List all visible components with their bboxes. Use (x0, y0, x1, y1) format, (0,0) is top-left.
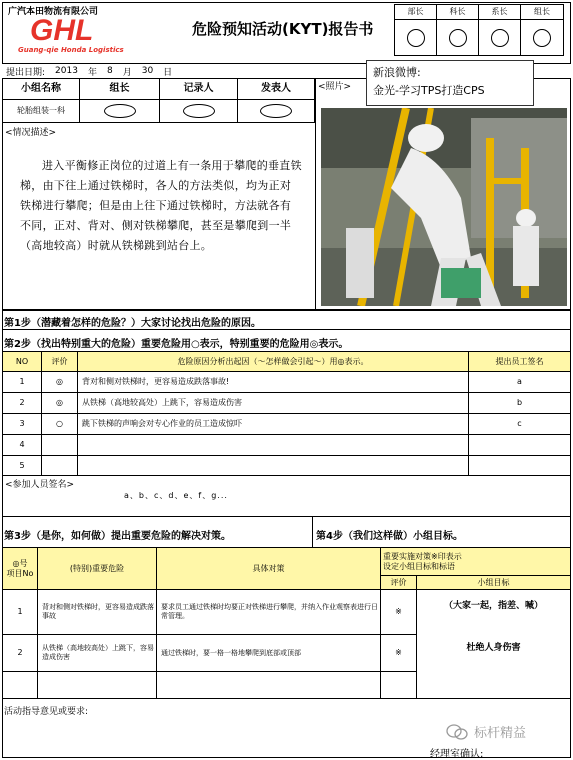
participants-box (2, 475, 571, 517)
recorder-signature[interactable] (159, 99, 238, 123)
watermark-text: 标杆精益 (474, 726, 527, 741)
risk-sign (468, 455, 571, 476)
approval-label: 部长 (394, 4, 437, 20)
team-group-value: 轮胎组装一科 (2, 99, 80, 123)
wechat-icon (446, 724, 468, 740)
risk-sign: b (468, 392, 571, 414)
measure-empty-cell (2, 671, 38, 699)
team-col-recorder: 记录人 (159, 78, 238, 100)
risk-eval: ○ (41, 413, 78, 435)
date-year-unit: 年 (87, 67, 97, 78)
risk-cause: 从铁梯（高地较高处）上跳下，容易造成伤害 (77, 392, 469, 414)
risk-eval: ◎ (41, 371, 78, 393)
risk-sign: a (468, 371, 571, 393)
stamp-circle (449, 29, 467, 47)
measure-col-eval: 评价 (380, 575, 417, 590)
measure-action: 要求员工通过铁梯时均要正对铁梯进行攀爬，并纳入作业观察表进行日常管理。 (156, 589, 381, 635)
approval-stamp-box[interactable] (436, 19, 479, 56)
leader-signature[interactable] (79, 99, 160, 123)
step1-heading: 第1步（潜藏着怎样的危险？）大家讨论找出危险的原因。 (4, 318, 261, 329)
risk-cause (77, 434, 469, 456)
manager-confirm-label: 经理室确认: (430, 749, 484, 760)
weibo-overlay (366, 60, 534, 106)
worker-ladder-photo (321, 108, 567, 306)
approval-grid (394, 4, 564, 56)
measure-empty-cell (380, 671, 417, 699)
signature-oval (183, 104, 215, 118)
date-month-unit: 月 (122, 67, 132, 78)
risk-cause: 跳下铁梯的声响会对专心作业的员工造成惊吓 (77, 413, 469, 435)
signature-oval (104, 104, 136, 118)
situation-text: 进入平衡修正岗位的过道上有一条用于攀爬的垂直铁梯，由下往上通过铁梯时，各人的方法类似，均为正对铁梯进行攀爬；但是由上往下通过铁梯时，方法就各有不同，正对、背对、侧对铁梯攀爬，甚至是攀爬到一半（高地较高）时就从铁梯跳到站台上。 (20, 159, 302, 252)
submit-date (6, 64, 366, 78)
risk-eval: ◎ (41, 392, 78, 414)
approval-stamp-box[interactable] (394, 19, 437, 56)
step3-heading: 第3步（是你，如何做）提出重要危险的解决对策。 (4, 531, 231, 542)
group-slogan: （大家一起，指差、喊） (443, 601, 543, 611)
risk-cause (77, 455, 469, 476)
risk-sign: c (468, 413, 571, 435)
risk-col-cause: 危险原因分析出起因（～怎样做会引起～）用◎表示。 (77, 351, 469, 372)
measure-risk: 从铁梯（高地较高处）上跳下，容易造成伤害 (37, 634, 157, 672)
group-goal: 杜绝人身伤害 (466, 643, 521, 653)
measure-empty-cell (37, 671, 157, 699)
date-day-unit: 日 (163, 67, 173, 78)
watermark (446, 722, 526, 741)
measure-eval: ※ (380, 589, 417, 635)
signature-oval (260, 104, 292, 118)
step2-heading: 第2步（找出特别重大的危险）重要危险用○表示，特别重要的危险用◎表示。 (4, 339, 349, 350)
date-year: 2013 (55, 66, 78, 76)
measure-empty-cell (156, 671, 381, 699)
approval-stamp-box[interactable] (520, 19, 564, 56)
risk-no: 3 (2, 413, 42, 435)
measure-col-impl: 重要实施对策※印表示 设定小组目标和标语 (380, 547, 571, 576)
date-label: 提出日期: (6, 67, 46, 78)
stamp-circle (407, 29, 425, 47)
logo-subtitle: Guang-qie Honda Logistics (18, 46, 124, 54)
team-col-leader: 组长 (79, 78, 160, 100)
team-col-presenter: 发表人 (237, 78, 315, 100)
report-title: 危险预知活动(KYT)报告书 (192, 20, 374, 38)
approval-label: 科长 (436, 4, 479, 20)
weibo-account: 金光-学习TPS打造CPS (373, 84, 485, 97)
approval-label: 组长 (520, 4, 564, 20)
date-month: 8 (106, 66, 113, 76)
risk-sign (468, 434, 571, 456)
measure-col-measure: 具体对策 (156, 547, 381, 590)
approval-label: 系长 (478, 4, 521, 20)
date-day: 30 (141, 66, 154, 76)
measure-col-goal: 小组目标 (416, 575, 571, 590)
measure-eval: ※ (380, 634, 417, 672)
risk-eval (41, 455, 78, 476)
participants-label: <参加人员签名> (5, 480, 75, 490)
risk-no: 1 (2, 371, 42, 393)
guidance-label: 活动指导意见或要求: (4, 707, 89, 717)
measure-risk: 背对和侧对铁梯时，更容易造成跌落事故 (37, 589, 157, 635)
risk-no: 5 (2, 455, 42, 476)
risk-col-no: NO (2, 351, 42, 372)
presenter-signature[interactable] (237, 99, 315, 123)
team-col-group: 小组名称 (2, 78, 80, 100)
company-logo: GHL (30, 14, 94, 47)
risk-no: 2 (2, 392, 42, 414)
risk-col-eval: 评价 (41, 351, 78, 372)
risk-eval (41, 434, 78, 456)
risk-no: 4 (2, 434, 42, 456)
measure-action: 通过铁梯时，要一格一格地攀爬到底部或顶部 (156, 634, 381, 672)
risk-col-sign: 提出员工签名 (468, 351, 571, 372)
stamp-circle (491, 29, 509, 47)
situation-label: <情况描述> (5, 128, 57, 138)
measure-col-risk: (特别)重要危险 (37, 547, 157, 590)
approval-stamp-box[interactable] (478, 19, 521, 56)
company-name: 广汽本田物流有限公司 (8, 7, 99, 17)
measure-col-item: ◎号 项目No (2, 547, 38, 590)
participants-names: a、b、c、d、e、f、g... (124, 491, 228, 500)
risk-cause: 背对和侧对铁梯时，更容易造成跌落事故! (77, 371, 469, 393)
measure-no: 1 (2, 589, 38, 635)
measure-no: 2 (2, 634, 38, 672)
stamp-circle (533, 29, 551, 47)
photo-label: <照片> (318, 82, 352, 92)
weibo-title: 新浪微博: (373, 66, 421, 79)
step4-heading: 第4步（我们这样做）小组目标。 (316, 531, 463, 542)
